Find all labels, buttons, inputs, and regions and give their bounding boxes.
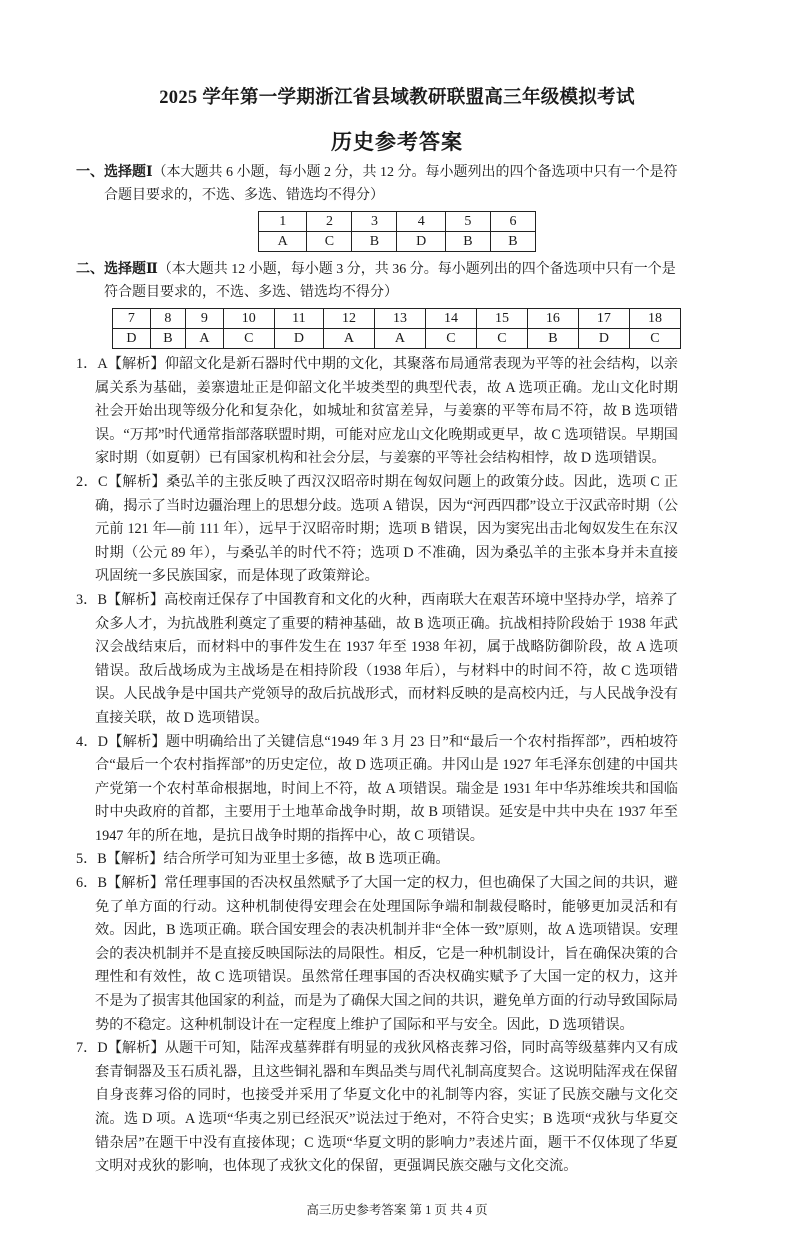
answer-table-1 [258,211,536,252]
section2-heading [76,258,680,304]
question-number-cell: 12 [324,309,375,329]
answer-cell: D [578,329,629,349]
page-footer: 高三历史参考答案 第 1 页 共 4 页 [306,1202,488,1217]
question-number-cell: 2 [307,212,352,232]
question-number-cell: 14 [425,309,476,329]
answer-cell: C [425,329,476,349]
section1-heading [76,161,680,207]
answer-table-2 [112,308,681,349]
section2-label: 二、选择题Ⅱ [76,262,158,277]
question-number-cell: 17 [578,309,629,329]
answer-cell: C [223,329,274,349]
question-number-cell: 18 [629,309,680,329]
answer-cell: C [307,232,352,252]
question-number-cell: 4 [397,212,445,232]
explanations [76,353,678,1179]
question-number-cell: 11 [274,309,323,329]
question-number-row [259,212,536,232]
question-number-cell: 7 [113,309,151,329]
document-subtitle: 历史参考答案 [331,130,463,154]
answer-row [259,232,536,252]
question-number-cell: 1 [259,212,307,232]
section1-label: 一、选择题Ⅰ [76,165,153,180]
question-number-cell: 3 [352,212,397,232]
answer-cell: D [113,329,151,349]
answer-cell: D [397,232,445,252]
explanation-1: 1．A【解析】仰韶文化是新石器时代中期的文化，其聚落布局通常表现为平等的社会结构，以亲属关系为基础，姜寨遗址正是仰韶文化半坡类型的典型代表，故 A 选项正确。龙山文化时期社会开始出现等级分化和复杂化，如城址和贫富差异，与姜寨的平等布局不符，故 B 选项错误。“万邦”时代通常指部落联盟时期，可能对应龙山文化晚期或更早，故 C 选项错误。早期国家时期（如夏朝）已有国家机构和社会分层，与姜寨的平等社会结构相悖，故 D 选项错误。 [76,356,678,467]
question-number-cell: 10 [223,309,274,329]
explanation-2: 2．C【解析】桑弘羊的主张反映了西汉汉昭帝时期在匈奴问题上的政策分歧。因此，选项 C 正确，揭示了当时边疆治理上的思想分歧。选项 A 错误，因为“河西四郡”设立于汉武帝时期（公元前 121 年—前 111 年），远早于汉昭帝时期；选项 B 错误，因为窦宪出击北匈奴发生在东汉时期（公元 89 年），与桑弘羊的时代不符；选项 D 不准确，因为桑弘羊的主张本身并未直接巩固统一多民族国家，而是体现了政策辩论。 [76,473,678,585]
question-number-cell: 6 [490,212,535,232]
explanation-7: 7．D【解析】从题干可知，陆浑戎墓葬群有明显的戎狄风格丧葬习俗，同时高等级墓葬内又有成套青铜器及玉石质礼器，且这些铜礼器和车舆品类与周代礼制高度契合。这说明陆浑戎在保留自身丧葬习俗的同时，也接受并采用了华夏文化中的礼制等内容，实证了民族交融与文化交流。选 D 项。A 选项“华夷之别已经泯灭”说法过于绝对，不符合史实；B 选项“戎狄与华夏交错杂居”在题干中没有直接体现；C 选项“华夏文明的影响力”表述片面，题干不仅体现了华夏文明对戎狄的影响，也体现了戎狄文化的保留，更强调民族交融与文化交流。 [76,1040,678,1175]
explanation-3: 3．B【解析】高校南迁保存了中国教育和文化的火种，西南联大在艰苦环境中坚持办学，培养了众多人才，为抗战胜利奠定了重要的精神基础，故 B 选项正确。抗战相持阶段始于 1938 年武汉会战结束后，而材料中的事件发生在 1937 年至 1938 年初，属于战略防御阶段，故 A 选项错误。敌后战场成为主战场是在相持阶段（1938 年后），与材料中的时间不符，故 C 选项错误。人民战争是中国共产党领导的敌后抗战形式，而材料反映的是高校内迁，与人民战争没有直接关联，故 D 选项错误。 [76,591,678,726]
answer-cell: A [259,232,307,252]
question-number-cell: 15 [476,309,527,329]
section1-description: （本大题共 6 小题，每小题 2 分，共 12 分。每小题列出的四个备选项中只有一个是符合题目要求的，不选、多选、错选均不得分） [104,165,678,203]
answer-cell: B [527,329,578,349]
answer-cell: C [476,329,527,349]
answer-cell: A [324,329,375,349]
question-number-cell: 9 [185,309,223,329]
answer-cell: C [629,329,680,349]
answer-cell: B [352,232,397,252]
question-number-cell: 13 [374,309,425,329]
question-number-cell: 5 [445,212,490,232]
answer-cell: D [274,329,323,349]
explanation-6: 6．B【解析】常任理事国的否决权虽然赋予了大国一定的权力，但也确保了大国之间的共识，避免了单方面的行动。这种机制使得安理会在处理国际争端和制裁侵略时，能够更加灵活和有效。因此，B 选项正确。联合国安理会的表决机制并非“全体一致”原则，故 A 选项错误。安理会的表决机制并不是直接反映国际法的局限性。相反，它是一种机制设计，旨在确保决策的合理性和有效性，故 C 选项错误。虽然常任理事国的否决权确实赋予了大国一定的权力，这并不是为了损害其他国家的利益，而是为了确保大国之间的共识，避免单方面的行动导致国际局势的不稳定。这种机制设计在一定程度上维护了国际和平与安全。因此，D 选项错误。 [76,875,678,1033]
question-number-cell: 8 [150,309,185,329]
answer-cell: A [185,329,223,349]
answer-cell: B [490,232,535,252]
document-title: 2025 学年第一学期浙江省县域教研联盟高三年级模拟考试 [159,88,635,108]
answer-cell: B [150,329,185,349]
answer-row [113,329,681,349]
question-number-cell: 16 [527,309,578,329]
answer-cell: B [445,232,490,252]
section2-description: （本大题共 12 小题，每小题 3 分，共 36 分。每小题列出的四个备选项中只有一个是符合题目要求的，不选、多选、错选均不得分） [104,262,676,300]
question-number-row [113,309,681,329]
explanation-4: 4．D【解析】题中明确给出了关键信息“1949 年 3 月 23 日”和“最后一个农村指挥部”，西柏坡符合“最后一个农村指挥部”的历史定位，故 D 选项正确。井冈山是 1927 年毛泽东创建的中国共产党第一个农村革命根据地，时间上不符，故 A 项错误。瑞金是 1931 年中华苏维埃共和国临时中央政府的首都，主要用于土地革命战争时期，故 B 项错误。延安是中共中央在 1937 年至 1947 年的所在地，是抗日战争时期的指挥中心，故 C 项错误。 [76,733,678,844]
answer-cell: A [374,329,425,349]
explanation-5: 5．B【解析】结合所学可知为亚里士多德，故 B 选项正确。 [76,851,450,868]
